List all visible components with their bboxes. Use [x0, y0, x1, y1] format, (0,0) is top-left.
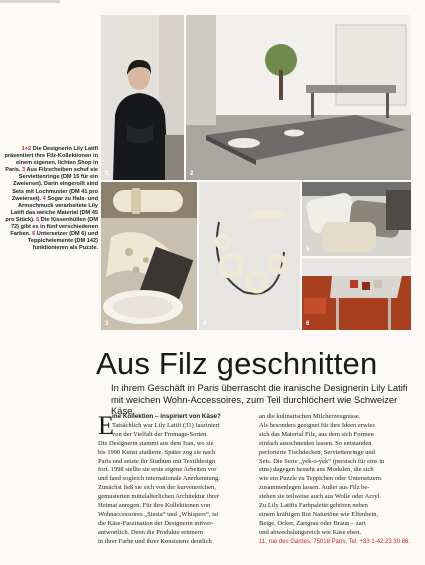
body-line: gemusterten mittelalterlichen Architektur ihrer — [98, 493, 220, 501]
photo-felt-necklace — [199, 182, 300, 330]
photo-shop-interior — [186, 15, 411, 180]
coasters-illustration — [302, 258, 411, 330]
drop-cap: E — [98, 411, 114, 440]
body-line: Sets. Die Serie „yek-o-yek“ (persisch für eins in — [259, 457, 385, 465]
body-line: an die kulinarischen Milcherzeugnisse. — [259, 413, 361, 420]
photo-number: 6 — [306, 321, 310, 327]
body-line: in ihrer Farbe und ihrer Konsistenz deutlich — [98, 537, 212, 545]
body-line: die Käse-Faszination der Designerin mitver- — [98, 519, 214, 527]
page-corner-mark — [0, 0, 60, 3]
body-line: einem kräftigen Rot Naturtöne wie Elfenbein, — [259, 510, 379, 518]
body-line: Tatsächlich war Lily Latifi (31) fasziniert — [112, 421, 220, 429]
photo-cushions — [302, 182, 411, 256]
napkin-ring-illustration — [101, 182, 197, 330]
body-line: fort. 1998 stellte sie erste eigene Arbeiten vor — [98, 466, 217, 474]
caption-text: Die Kissenhüllen (DM 72) gibt es in fünf verschiedenen Farben. — [10, 216, 98, 238]
caption-num: 5 — [36, 216, 40, 223]
shop-address: 11, rue des Gardes, 75018 Paris, Tel. +33 1-42 23 30 86. — [259, 538, 411, 545]
body-line: eins) dagegen besteht aus Modulen, die sich — [259, 466, 374, 474]
body-line: einfach ausschneiden lassen. So entstanden — [259, 439, 372, 447]
body-line: und fand sogleich internationale Anerkennung. — [98, 475, 220, 483]
caption-text: Aus Filzscheiben schuf sie Serviettenringe (DM 15 für ein Zweierset). Darin eingerollt sind Sets mit Lochmuster (DM 41 pro Zweierset). — [11, 167, 98, 202]
body-line: Zunächst ließ sie sich von der kurvenreichen, — [98, 484, 216, 492]
necklace-illustration — [199, 182, 300, 330]
photo-number: 1 — [105, 171, 109, 177]
photo-puzzle-coasters — [302, 258, 411, 330]
body-line: antwortlich. Denn die Produkte erinnern — [98, 528, 203, 536]
body-line: bis 1990 Kunst studierte. Später zog sie nach — [98, 448, 215, 456]
body-line: ine Kollektion – inspiriert von Käse? — [112, 413, 221, 420]
body-line: Heimat anregen. Für ihre Kollektionen von — [98, 502, 211, 510]
photo-designer-portrait — [101, 15, 184, 180]
portrait-illustration — [101, 15, 184, 180]
photo-number: 5 — [306, 247, 310, 253]
article-column-1 — [98, 413, 247, 547]
body-line: zusammenlegen lassen. Außer aus Filz be- — [259, 484, 370, 492]
body-line: Beige, Ocker, Zartgrau oder Braun – zart — [259, 519, 366, 527]
caption-num: 1+2 — [21, 146, 32, 152]
shop-interior-illustration — [186, 15, 411, 180]
article-headline: Aus Filz geschnitten — [96, 346, 378, 381]
body-line: und abwechslungsreich wie Käse eben. — [259, 528, 361, 536]
cushions-illustration — [302, 182, 411, 256]
body-line: sich das Material Filz, aus dem sich Formen — [259, 430, 374, 438]
caption-text: Die Designerin Lily Latifi präsentiert ihre Filz-Kollektionen in einem eigenen, lichten Shop in Paris. — [4, 146, 98, 174]
caption-num: 6 — [32, 231, 36, 238]
caption-text: Untersetzer (DM 6) und Teppichelemente (DM 142) funktionieren als Puzzle. — [27, 231, 98, 252]
body-line: von der Vielfalt der Fromage-Sorten. — [112, 430, 209, 438]
photo-number: 2 — [190, 171, 194, 177]
body-line: Paris und setzte ihr Studium mit Textildesign — [98, 457, 216, 465]
photo-napkin-ring — [101, 182, 197, 330]
article-column-2 — [259, 413, 416, 547]
caption-num: 4 — [42, 195, 46, 202]
body-line: perforierte Tischdecken, Serviettenringe und — [259, 448, 375, 456]
body-line: Die Designerin stammt aus dem Iran, wo sie — [98, 439, 214, 447]
body-line: stehen sie teilweise auch aus Wolle oder Acryl. — [259, 493, 382, 501]
photo-caption — [4, 146, 98, 252]
body-line: Als besonders geeignet für ihre Ideen erwies — [259, 421, 375, 429]
body-line: Wohnaccessoires „Siesta“ und „Whispers“, ist — [98, 510, 219, 518]
article-lead: In ihrem Geschäft in Paris überrascht die iranische Designerin Lily Latifi mit weichen Wohn-Accessoires, zum Teil durchlöchert wie Schweizer Käse. — [111, 382, 408, 417]
body-line: Zu Lily Latifis Farbpalette gehören neben — [259, 502, 368, 510]
photo-number: 3 — [105, 321, 109, 327]
photo-number: 4 — [203, 321, 207, 327]
body-line: wie ein Puzzle zu Teppichen oder Untersetzern — [259, 475, 382, 483]
caption-text: Sogar zu Hals- und Armschmuck verarbeitete Lily Latifi das weiche Material (DM 45 pro Stück). — [5, 195, 98, 223]
caption-num: 3 — [22, 167, 26, 174]
